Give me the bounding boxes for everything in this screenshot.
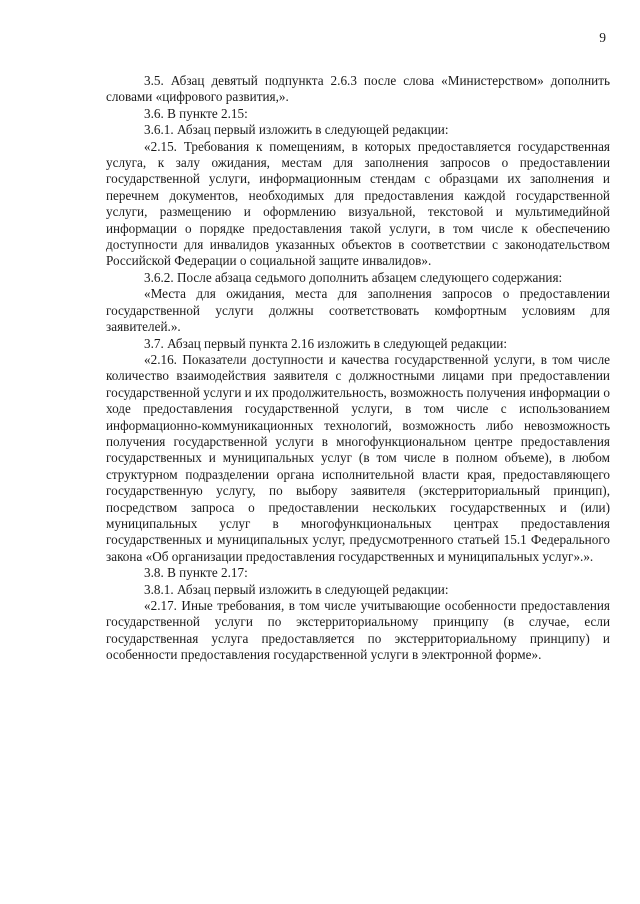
paragraph-3-6-1: 3.6.1. Абзац первый изложить в следующей редакции: (144, 122, 449, 138)
paragraph-3-6-2: 3.6.2. После абзаца седьмого дополнить абзацем следующего содержания: (144, 269, 563, 285)
paragraph-3-6: 3.6. В пункте 2.15: (144, 105, 248, 121)
paragraph-2-15-quote: «2.15. Требования к помещениям, в которых предоставляется государственная услуга, к залу ожидания, местам для заполнения запросов о предоставлении государственной услуги, информационным стендам с образцами их заполнения и перечнем документов, необходимых для предоставления каждой государственной услуги, размещению и оформлению визуальной, текстовой и мультимедийной информации о порядке предоставления такой услуги, в том числе к обеспечению доступности для инвалидов указанных объектов в соответствии с законодательством Российской Федерации о социальной защите инвалидов». (106, 138, 610, 269)
paragraph-3-8: 3.8. В пункте 2.17: (144, 565, 248, 581)
paragraph-2-17-quote: «2.17. Иные требования, в том числе учитывающие особенности предоставления государственной услуги по экстерриториальному принципу (в случае, если государственная услуга предоставляется по экстерриториальному принципу) и особенности предоставления государственной услуги в электронной форме». (106, 598, 610, 663)
page-number: 9 (599, 30, 606, 45)
paragraph-3-5: 3.5. Абзац девятый подпункта 2.6.3 после слова «Министерством» дополнить словами «цифрового развития,». (106, 73, 610, 105)
paragraph-2-16-quote: «2.16. Показатели доступности и качества государственной услуги, в том числе количество взаимодействия заявителя с должностными лицами при предоставлении государственной услуги и их продолжительность, возможность получения информации о ходе предоставления государственной услуги, в том числе с использованием информационно-коммуникационных технологий, возможность либо невозможность получения государственной услуги в многофункциональном центре предоставления государственных и муниципальных услуг (в том числе в полном объеме), в любом структурном подразделении органа исполнительной власти края, предоставляющего государственную услугу, по выбору заявителя (экстерриториальный принцип), посредством запроса о предоставлении нескольких государственных и (или) муниципальных услуг в многофункциональных центрах предоставления государственных и муниципальных услуг, предусмотренного статьей 15.1 Федерального закона «Об организации предоставления государственных и муниципальных услуг».». (106, 351, 610, 564)
paragraph-3-7: 3.7. Абзац первый пункта 2.16 изложить в следующей редакции: (144, 335, 507, 351)
document-body (106, 73, 610, 664)
paragraph-waiting-places-quote: «Места для ожидания, места для заполнения запросов о предоставлении государственной услуги должны соответствовать комфортным условиям для заявителей.». (106, 286, 610, 335)
paragraph-3-8-1: 3.8.1. Абзац первый изложить в следующей редакции: (144, 581, 449, 597)
